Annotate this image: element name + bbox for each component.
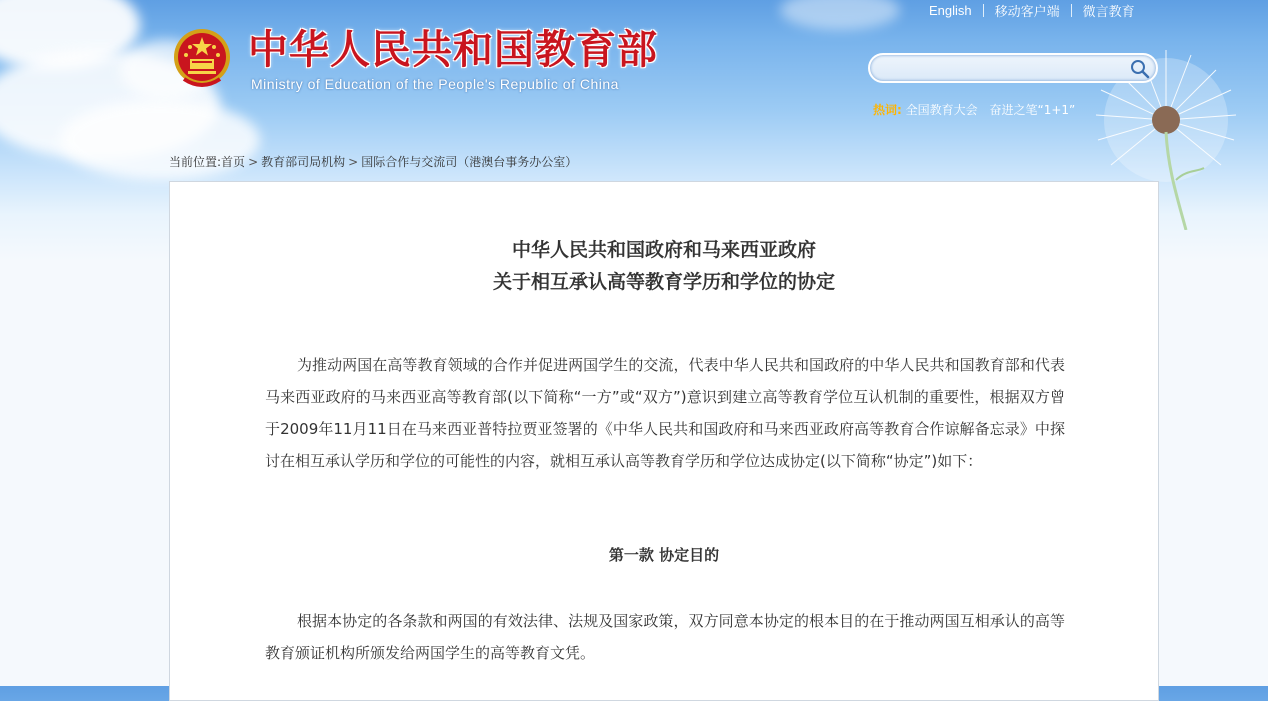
section-heading: 第一款 协定目的	[608, 546, 720, 564]
hot-word-link[interactable]: 奋进之笔“1+1”	[989, 103, 1076, 117]
search-input[interactable]	[882, 59, 1126, 79]
english-link[interactable]: English	[929, 2, 972, 18]
cloud-decoration	[780, 0, 900, 30]
breadcrumb-departments[interactable]: 教育部司局机构	[261, 155, 346, 169]
search-box	[868, 53, 1158, 83]
article-container	[169, 181, 1159, 701]
hot-word-link[interactable]: 全国教育大会	[905, 103, 978, 117]
weiyan-link[interactable]: 微言教育	[1082, 3, 1135, 19]
top-links	[918, 2, 1146, 18]
hot-words	[873, 101, 1083, 118]
breadcrumb-current[interactable]: 国际合作与交流司（港澳台事务办公室）	[361, 155, 578, 169]
article-title-line1: 中华人民共和国政府和马来西亚政府	[511, 239, 816, 261]
national-emblem-icon	[172, 27, 232, 91]
search-icon[interactable]	[1130, 59, 1150, 79]
breadcrumb	[169, 153, 577, 170]
site-subtitle: Ministry of Education of the People's Republic of China	[251, 76, 619, 92]
site-title[interactable]: 中华人民共和国教育部	[248, 27, 658, 73]
article-title-line2: 关于相互承认高等教育学历和学位的协定	[492, 271, 835, 293]
hot-label: 热词:	[873, 103, 902, 117]
article-paragraph: 根据本协定的各条款和两国的有效法律、法规及国家政策，双方同意本协定的根本目的在于推动两国互相承认的高等教育颁证机构所颁发给两国学生的高等教育文凭。	[265, 612, 1065, 662]
article-paragraph: 为推动两国在高等教育领域的合作并促进两国学生的交流，代表中华人民共和国政府的中华人民共和国教育部和代表马来西亚政府的马来西亚高等教育部(以下简称“一方”或“双方”)意识到建立高等教育学位互认机制的重要性，根据双方曾于2009年11月11日在马来西亚普特拉贾亚签署的《中华人民共和国政府和马来西亚政府高等教育合作谅解备忘录》中探讨在相互承认学历和学位的可能性的内容，就相互承认高等教育学历和学位达成协定(以下简称“协定”)如下：	[265, 356, 1065, 470]
breadcrumb-home[interactable]: 首页	[221, 155, 246, 169]
breadcrumb-separator: >	[348, 155, 359, 169]
mobile-client-link[interactable]: 移动客户端	[994, 3, 1060, 19]
breadcrumb-separator: >	[248, 155, 259, 169]
breadcrumb-prefix: 当前位置:	[169, 155, 222, 169]
